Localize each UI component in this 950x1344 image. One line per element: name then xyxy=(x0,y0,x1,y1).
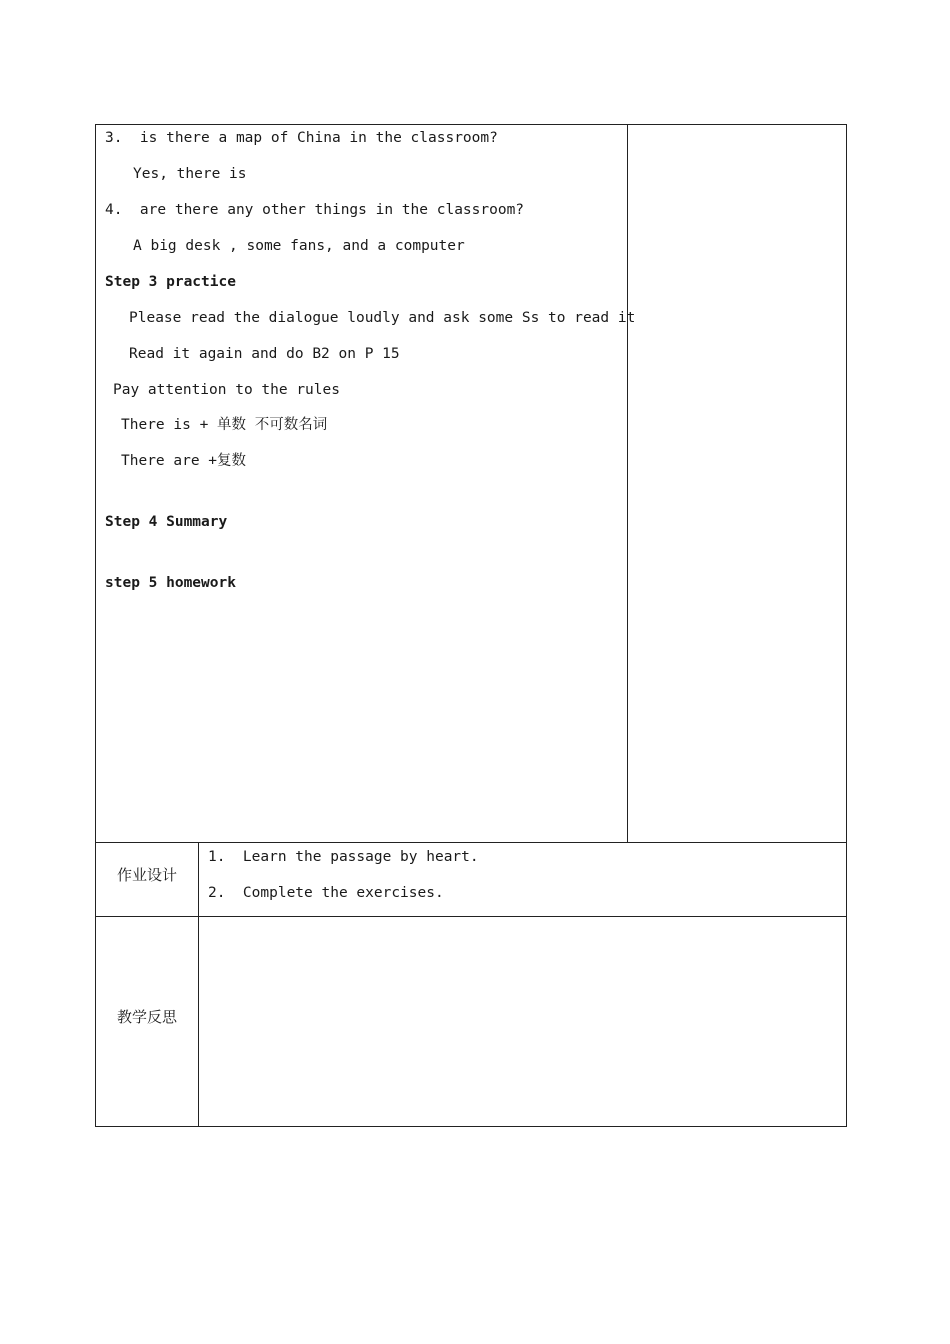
homework-row xyxy=(96,843,847,917)
procedure-row xyxy=(96,125,847,843)
step-4-heading: Step 4 Summary xyxy=(105,514,228,530)
homework-label: 作业设计 xyxy=(116,866,177,884)
reflection-label: 教学反思 xyxy=(116,1008,177,1026)
homework-item-2: 2. Complete the exercises. xyxy=(208,885,444,901)
procedure-cell xyxy=(96,125,636,843)
homework-label-cell xyxy=(96,843,199,917)
answer-3: Yes, there is xyxy=(133,166,247,182)
answer-4: A big desk , some fans, and a computer xyxy=(133,238,465,254)
rules-note: Pay attention to the rules xyxy=(113,382,340,398)
question-3: 3. is there a map of China in the classroom? xyxy=(105,130,498,146)
homework-item-1: 1. Learn the passage by heart. xyxy=(208,849,479,865)
practice-line-2: Read it again and do B2 on P 15 xyxy=(129,346,400,362)
practice-line-1: Please read the dialogue loudly and ask some Ss to read it xyxy=(129,310,636,326)
rule-there-is: There is + 单数 不可数名词 xyxy=(121,417,328,433)
reflection-label-cell xyxy=(96,917,199,1127)
lesson-plan-table xyxy=(95,124,847,1127)
step-5-heading: step 5 homework xyxy=(105,575,236,591)
step-3-heading: Step 3 practice xyxy=(105,274,236,290)
homework-content-cell xyxy=(199,843,847,917)
notes-cell xyxy=(628,125,847,843)
reflection-row xyxy=(96,917,847,1127)
question-4: 4. are there any other things in the classroom? xyxy=(105,202,525,218)
reflection-content-cell xyxy=(199,917,847,1127)
rule-there-are: There are +复数 xyxy=(121,453,247,469)
